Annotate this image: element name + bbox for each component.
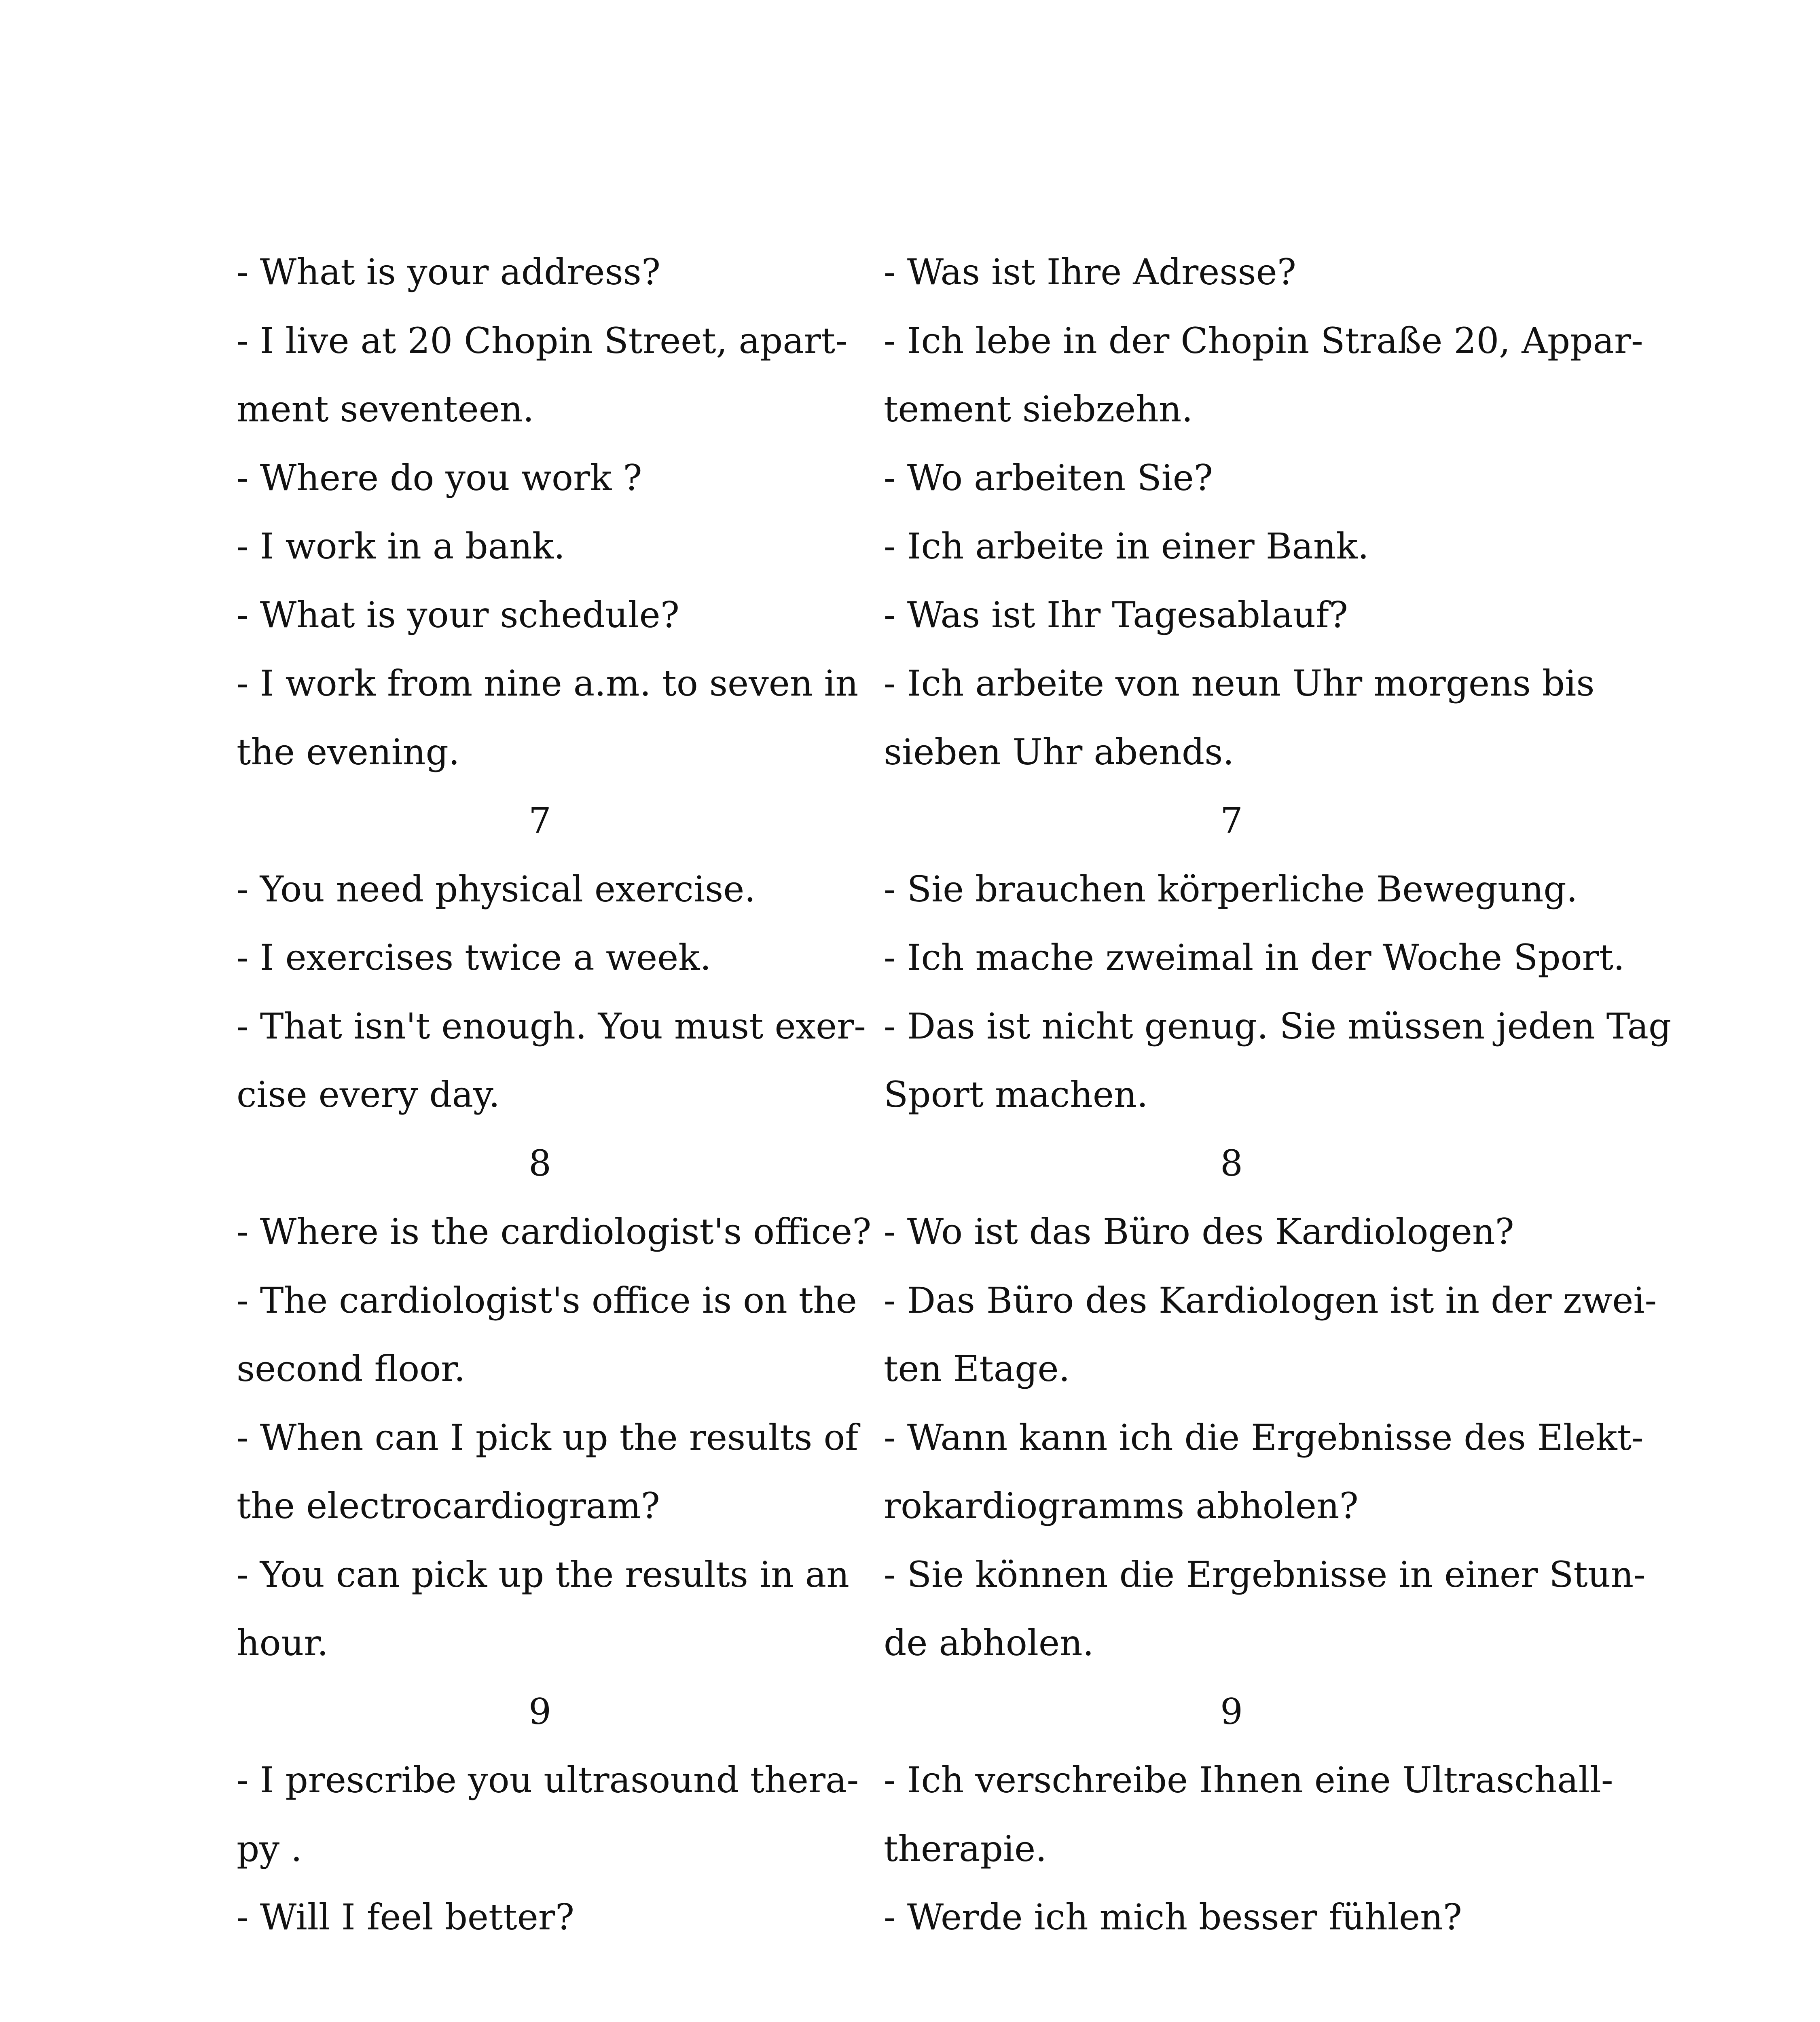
german-section-number: 9 <box>1220 1690 1243 1732</box>
english-section-number: 9 <box>529 1690 551 1732</box>
german-dialogue-line: Sport machen. <box>884 1074 1148 1115</box>
german-dialogue-line: de abholen. <box>884 1622 1094 1664</box>
german-dialogue-line: - Ich verschreibe Ihnen eine Ultraschall- <box>884 1759 1613 1801</box>
english-dialogue-line: - You can pick up the results in an <box>237 1553 849 1595</box>
german-dialogue-line: tement siebzehn. <box>884 388 1193 430</box>
german-dialogue-line: - Das Büro des Kardiologen ist in der zwei- <box>884 1279 1657 1321</box>
english-dialogue-line: second floor. <box>237 1348 466 1390</box>
english-dialogue-line: - Will I feel better? <box>237 1896 575 1938</box>
english-dialogue-line: cise every day. <box>237 1074 500 1115</box>
german-dialogue-line: - Sie können die Ergebnisse in einer Stun- <box>884 1553 1646 1595</box>
english-dialogue-line: - You need physical exercise. <box>237 868 756 910</box>
german-dialogue-line: - Ich arbeite in einer Bank. <box>884 525 1369 567</box>
english-dialogue-line: - Where is the cardiologist's office? <box>237 1211 872 1252</box>
english-dialogue-line: - I live at 20 Chopin Street, apart- <box>237 319 847 362</box>
german-section-number: 8 <box>1220 1142 1243 1184</box>
english-dialogue-line: - What is your schedule? <box>237 594 679 636</box>
german-dialogue-line: - Wo arbeiten Sie? <box>884 457 1213 499</box>
german-dialogue-line: - Ich lebe in der Chopin Straße 20, Appar- <box>884 319 1643 362</box>
german-section-number: 7 <box>1220 799 1243 841</box>
english-section-number: 7 <box>529 799 551 841</box>
english-dialogue-line: - The cardiologist's office is on the <box>237 1279 857 1321</box>
german-dialogue-line: ten Etage. <box>884 1348 1070 1390</box>
german-dialogue-line: - Das ist nicht genug. Sie müssen jeden Tag <box>884 1005 1672 1047</box>
english-dialogue-line: - I exercises twice a week. <box>237 937 711 978</box>
english-dialogue-line: hour. <box>237 1622 328 1664</box>
german-dialogue-line: - Sie brauchen körperliche Bewegung. <box>884 868 1578 910</box>
english-dialogue-line: the electrocardiogram? <box>237 1485 660 1527</box>
english-dialogue-line: - What is your address? <box>237 251 661 293</box>
german-dialogue-line: - Was ist Ihr Tagesablauf? <box>884 594 1348 636</box>
german-dialogue-line: - Wo ist das Büro des Kardiologen? <box>884 1211 1514 1252</box>
english-dialogue-line: - I work from nine a.m. to seven in <box>237 662 859 704</box>
english-dialogue-line: the evening. <box>237 731 460 773</box>
english-dialogue-line: py . <box>237 1827 302 1870</box>
german-dialogue-line: - Was ist Ihre Adresse? <box>884 251 1296 293</box>
german-dialogue-line: - Ich mache zweimal in der Woche Sport. <box>884 937 1625 978</box>
german-dialogue-line: - Wann kann ich die Ergebnisse des Elekt- <box>884 1416 1644 1458</box>
english-column <box>237 238 872 1952</box>
german-column <box>884 238 1672 1952</box>
english-dialogue-line: ment seventeen. <box>237 388 534 430</box>
german-dialogue-line: sieben Uhr abends. <box>884 731 1234 773</box>
german-dialogue-line: rokardiogramms abholen? <box>884 1485 1359 1527</box>
english-dialogue-line: - That isn't enough. You must exer- <box>237 1005 866 1047</box>
english-dialogue-line: - When can I pick up the results of <box>237 1416 858 1458</box>
english-dialogue-line: - Where do you work ? <box>237 457 642 499</box>
english-dialogue-line: - I prescribe you ultrasound thera- <box>237 1759 859 1801</box>
english-dialogue-line: - I work in a bank. <box>237 525 565 567</box>
german-dialogue-line: therapie. <box>884 1827 1047 1870</box>
german-dialogue-line: - Ich arbeite von neun Uhr morgens bis <box>884 662 1595 704</box>
german-dialogue-line: - Werde ich mich besser fühlen? <box>884 1896 1462 1938</box>
english-section-number: 8 <box>529 1142 551 1184</box>
